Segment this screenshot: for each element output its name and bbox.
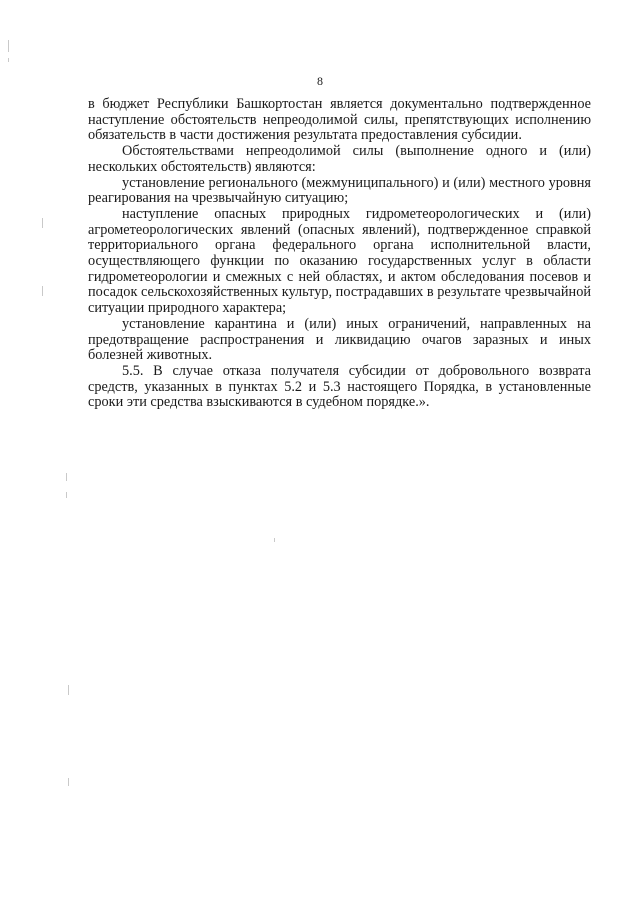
scan-artifact [68, 685, 69, 695]
scan-artifact [274, 538, 275, 542]
scan-artifact [42, 286, 43, 296]
paragraph-5: установление карантина и (или) иных ограничений, направленных на предотвращение распространения и ликвидацию очагов заразных и иных болезней животных. [88, 315, 591, 364]
paragraph-3: установление регионального (межмуниципального) и (или) местного уровня реагирования на чрезвычайную ситуацию; [88, 174, 591, 207]
scan-artifact [42, 218, 43, 228]
paragraph-6: 5.5. В случае отказа получателя субсидии от добровольного возврата средств, указанных в пунктах 5.2 и 5.3 настоящего Порядка, в установленные сроки эти средства взыскиваются в судебном порядке.». [88, 362, 591, 411]
paragraph-2: Обстоятельствами непреодолимой силы (выполнение одного и (или) нескольких обстоятельств) являются: [88, 143, 591, 175]
scan-artifact [8, 58, 9, 62]
document-body [88, 97, 591, 411]
paragraph-1: в бюджет Республики Башкортостан является документально подтвержденное наступление обстоятельств непреодолимой силы, препятствующих исполнению обязательств в части достижения результата предоставления субсидии. [88, 96, 591, 144]
scan-artifact [66, 473, 67, 481]
paragraph-4: наступление опасных природных гидрометеорологических и (или) агрометеорологических явлений (опасных явлений), подтвержденное справкой территориального органа федерального органа исполнительной власти, осуществляющего функции по оказанию государственных услуг в области гидрометеорологии и смежных с ней областях, и актом обследования посевов и посадок сельскохозяйственных культур, пострадавших в результате чрезвычайной ситуации природного характера; [88, 205, 591, 317]
scan-artifact [66, 492, 67, 498]
scan-artifact [68, 778, 69, 786]
page-number: 8 [317, 74, 323, 88]
scan-artifact [8, 40, 9, 52]
